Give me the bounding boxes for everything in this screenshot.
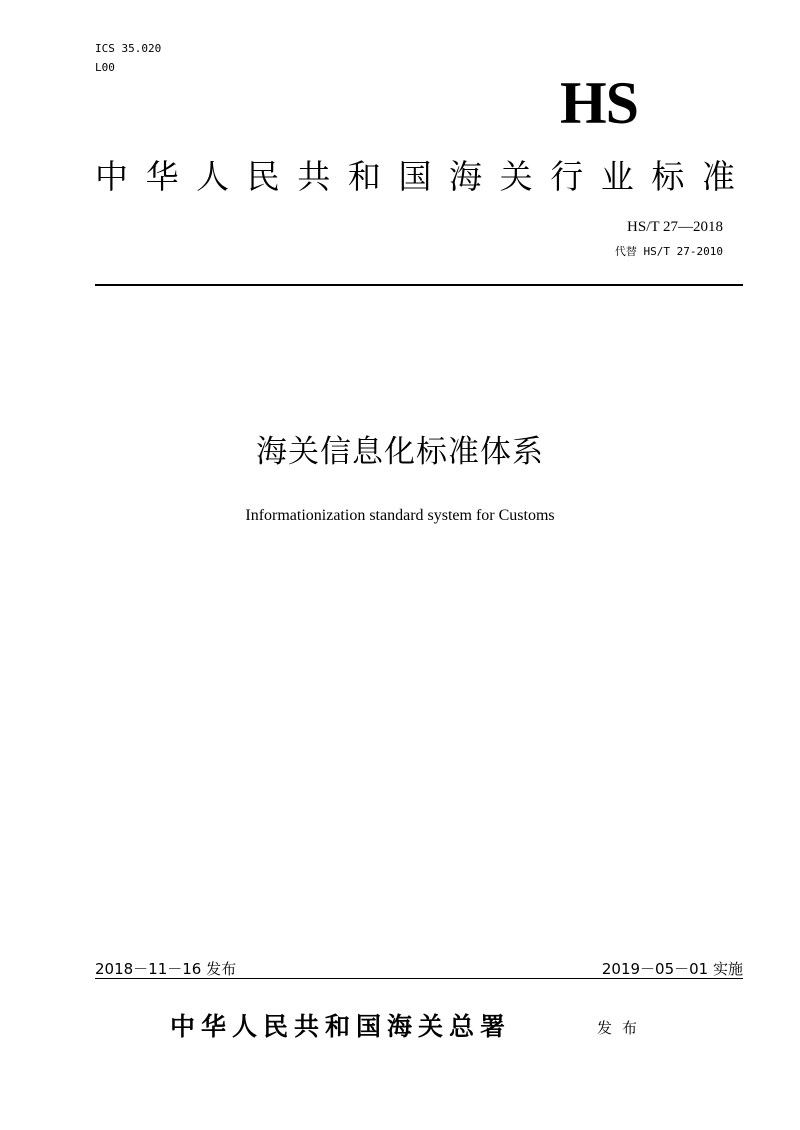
standard-class-char: 准: [701, 157, 735, 196]
standard-class-char: 海: [449, 157, 483, 196]
document-title-cn: 海关信息化标准体系: [256, 434, 544, 470]
ccs-code: L00: [95, 61, 115, 74]
header-divider: [95, 284, 743, 286]
standard-class-char: 人: [196, 157, 230, 196]
standard-class-char: 和: [347, 157, 381, 196]
standard-class-char: 共: [297, 157, 331, 196]
issuing-authority: 中华人民共和国海关总署: [170, 1012, 512, 1041]
standard-class-char: 标: [651, 157, 685, 196]
standard-class-char: 业: [600, 157, 634, 196]
publish-label: 发布: [597, 1019, 648, 1037]
standard-class-char: 行: [550, 157, 584, 196]
standard-class-char: 民: [246, 157, 280, 196]
standard-class-char: 华: [145, 157, 179, 196]
standard-class-char: 关: [499, 157, 533, 196]
document-title-en: Informationization standard system for Customs: [245, 507, 555, 524]
implementation-date: 2019－05－01 实施: [601, 960, 743, 978]
standard-class-title: [95, 156, 735, 198]
replaces-note: 代替 HS/T 27-2010: [614, 245, 723, 258]
standard-class-char: 中: [95, 157, 128, 196]
standard-number: HS/T 27—2018: [627, 219, 723, 235]
hs-logo: HS: [560, 70, 639, 136]
standard-class-char: 国: [398, 157, 432, 196]
footer-divider: [95, 978, 743, 979]
ics-code: ICS 35.020: [95, 42, 162, 55]
issue-date: 2018－11－16 发布: [95, 960, 237, 978]
